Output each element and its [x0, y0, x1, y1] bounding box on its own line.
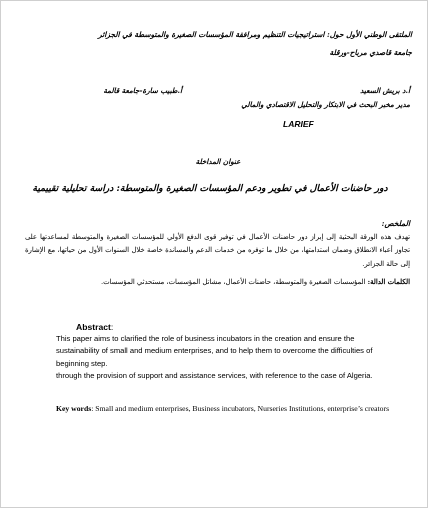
- english-keywords: [56, 403, 406, 414]
- lab-code: LARIEF: [283, 119, 314, 129]
- author-primary: أ.د بريش السعيد: [360, 86, 410, 95]
- author-secondary: أ.طبيب سارة-جامعة قالمة: [103, 86, 182, 95]
- english-keywords-label: Key words: [56, 404, 92, 413]
- talk-title: دور حاضنات الأعمال في تطوير ودعم المؤسسات الصغيرة والمتوسطة: دراسة تحليلية تقييمية: [32, 183, 388, 194]
- arabic-keywords-list: المؤسسات الصغيرة والمتوسطة، حاضنات الأعمال، مشاتل المؤسسات، مستحدثي المؤسسات.: [100, 278, 366, 286]
- english-abstract-heading-colon: :: [110, 322, 114, 332]
- arabic-abstract-heading: الملخص:: [381, 219, 410, 228]
- english-abstract-body: [56, 333, 396, 383]
- lab-affiliation: مدير مخبر البحث في الابتكار والتحليل الاقتصادي والمالي: [241, 100, 410, 109]
- conference-venue: جامعة قاصدي مرباح-ورقلة: [329, 48, 412, 57]
- english-abstract-heading: [76, 322, 113, 332]
- arabic-keywords: [25, 278, 410, 286]
- conference-title: الملتقى الوطني الأول حول: استراتيجيات التنظيم ومرافقة المؤسسات الصغيرة والمتوسطة في الجزائر: [98, 30, 412, 39]
- english-abstract-paragraph-1: This paper aims to clarified the role of business incubators in the creation and ensure the sustainability of small and medium enterprises, and to help them to overcome the difficulties of beginning step.: [56, 334, 373, 368]
- arabic-keywords-label: الكلمات الدالة:: [367, 278, 410, 286]
- english-abstract-paragraph-2: through the provision of support and assistance services, with reference to the case of Algeria.: [56, 371, 373, 381]
- english-abstract-heading-text: Abstract: [76, 322, 111, 332]
- english-keywords-list: : Small and medium enterprises, Business incubators, Nurseries Institutions, enterprise’s creators: [91, 404, 390, 413]
- talk-title-label: عنوان المداخلة: [195, 157, 241, 166]
- arabic-abstract-body: تهدف هذه الورقة البحثية إلى إبراز دور حاضنات الأعمال في توفير قوى الدفع الأولي للمؤسسات الصغيرة والمتوسطة لمساعدتها على تجاوز أعباء الانطلاق وضمان استدامتها، من خلال ما توفره من خدمات الدعم والمساندة خاصة خلال السنوات الأول من حياتها، مع الإشارة إلى حالة الجزائر.: [25, 233, 410, 268]
